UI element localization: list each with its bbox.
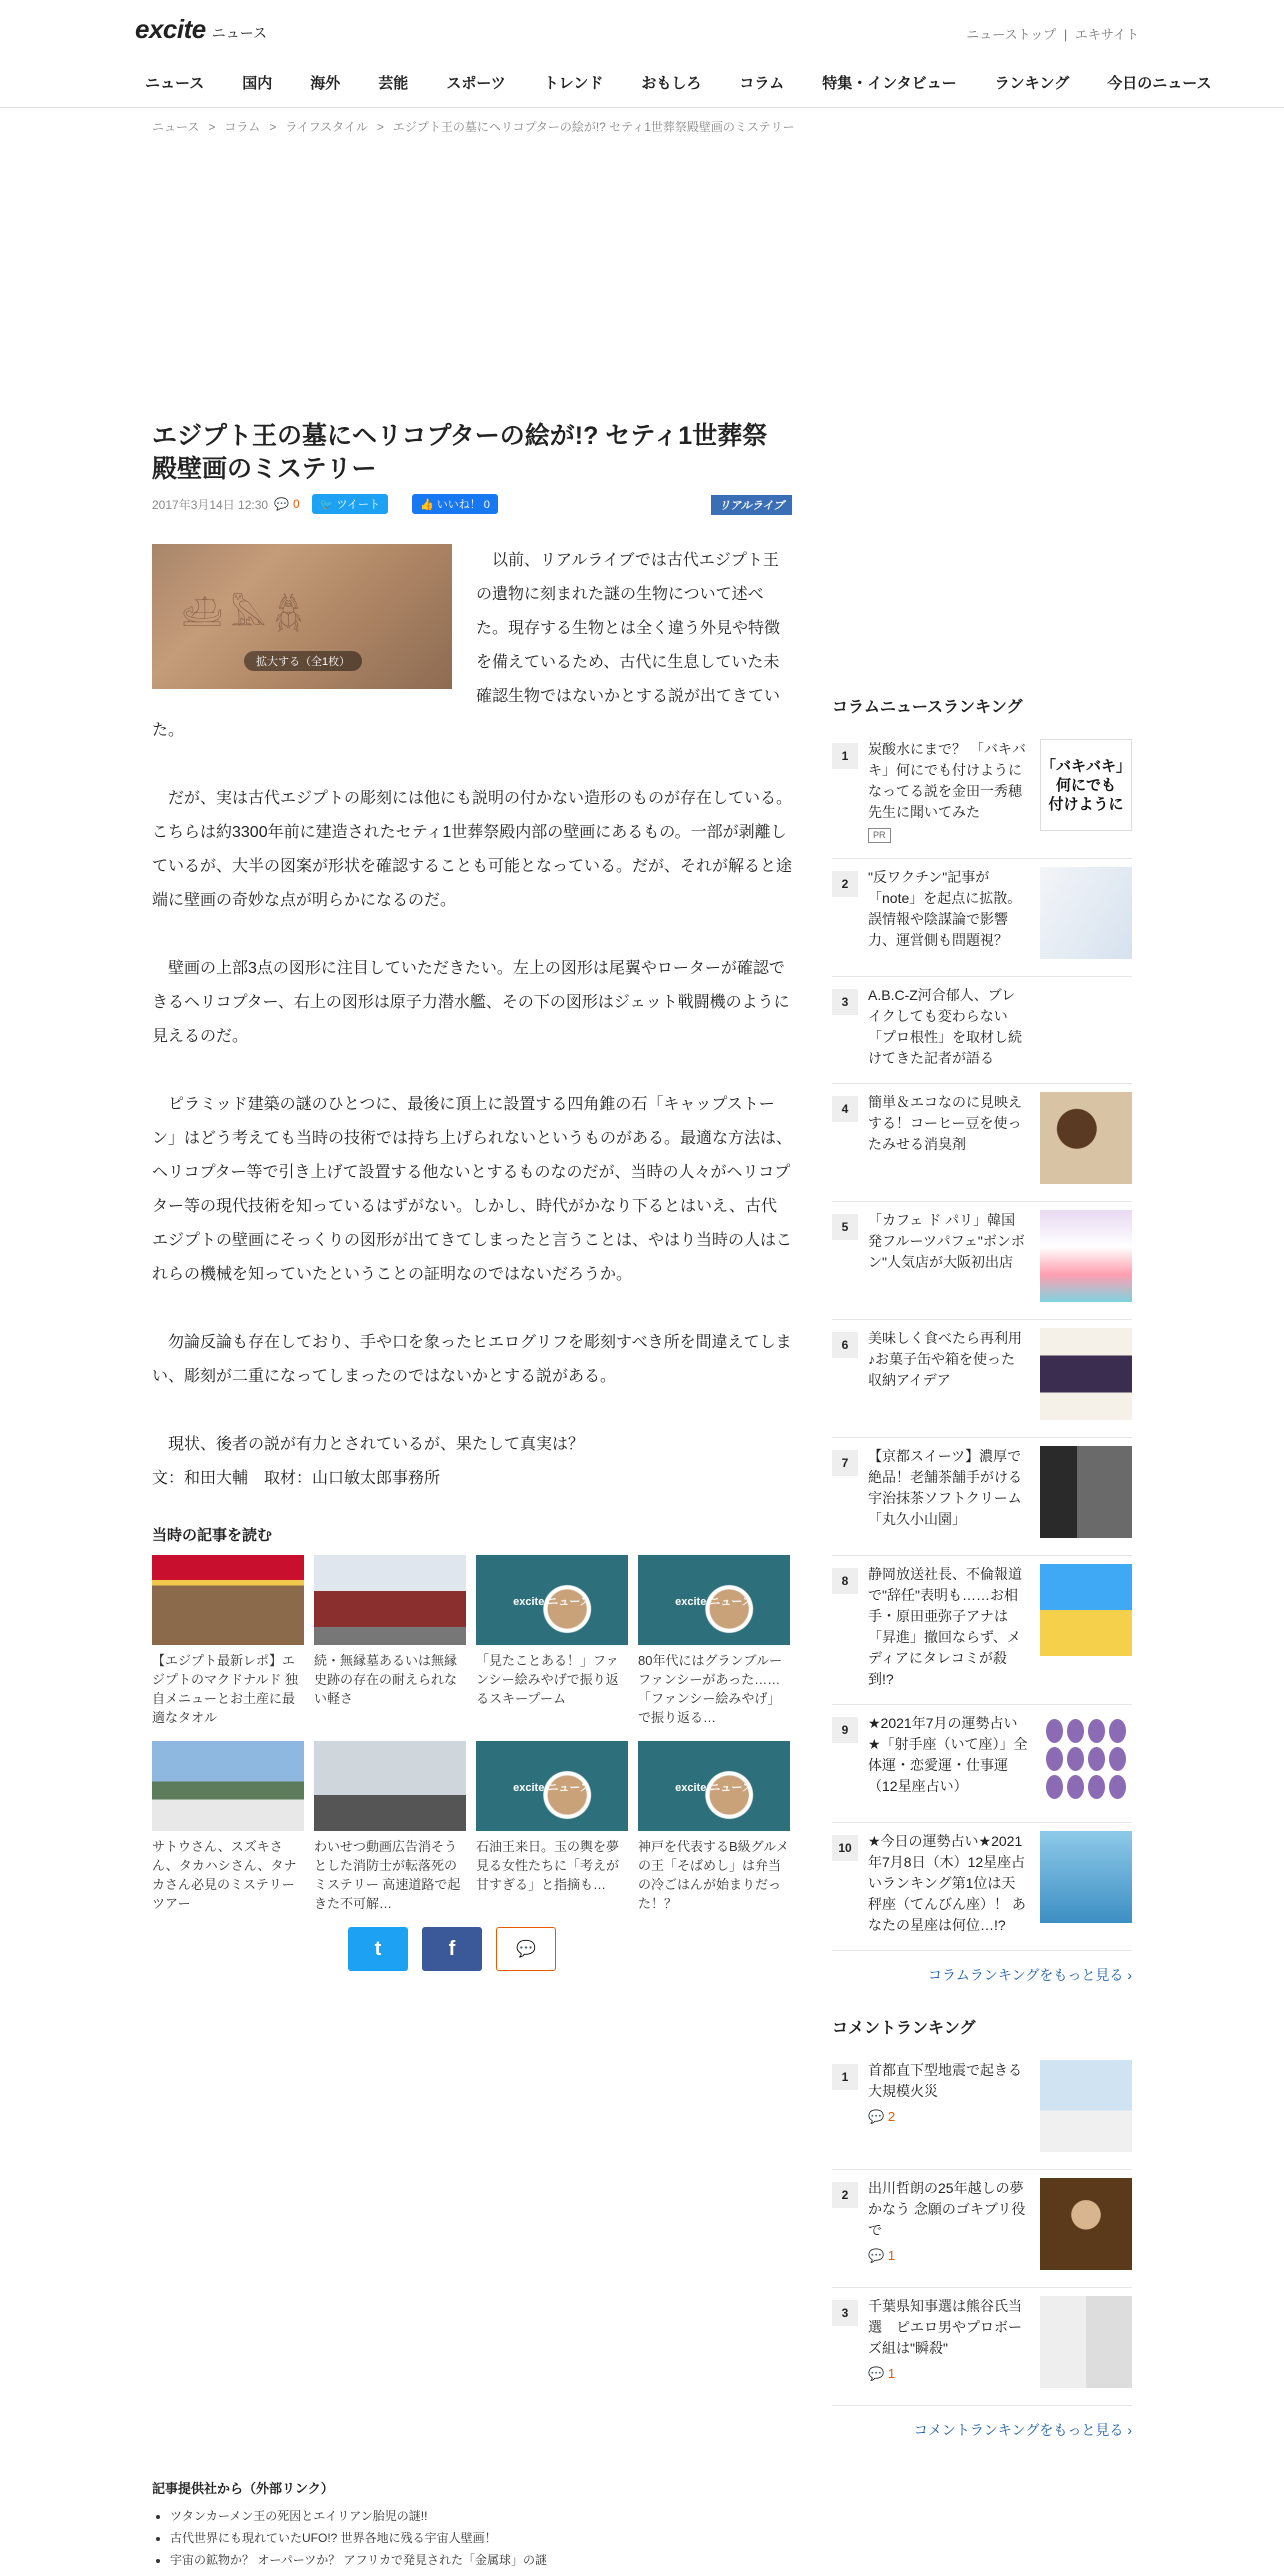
- rank-number: 2: [832, 871, 858, 897]
- related-article-caption[interactable]: 「見たことある！」ファンシー絵みやげで振り返るスキープーム: [476, 1653, 619, 1706]
- comment-icon[interactable]: 💬: [274, 497, 290, 511]
- column-ranking-list: [832, 731, 1132, 1951]
- facebook-like-button[interactable]: [412, 494, 498, 514]
- related-article-caption[interactable]: 80年代にはグランブルーファンシーがあった……「ファンシー絵みやげ」で振り返る…: [638, 1653, 782, 1725]
- related-article[interactable]: [638, 1741, 790, 1913]
- related-article[interactable]: [638, 1555, 790, 1727]
- ranking-thumbnail[interactable]: [1040, 2296, 1132, 2388]
- article-paragraph: 現状、後者の説が有力とされているが、果たして真実は？: [168, 1436, 585, 1453]
- ranking-thumbnail[interactable]: [1040, 1210, 1132, 1302]
- rank-number: 5: [832, 1214, 858, 1240]
- article-credit: 文：和田大輔 取材：山口敏太郎事務所: [152, 1470, 441, 1487]
- ranking-thumbnail[interactable]: [1040, 2178, 1132, 2270]
- site-header: [0, 0, 1284, 108]
- breadcrumb-news[interactable]: ニュース: [152, 120, 200, 134]
- column-ranking-item[interactable]: [832, 859, 1132, 977]
- column-ranking-item[interactable]: [832, 1705, 1132, 1823]
- related-article[interactable]: [314, 1741, 466, 1913]
- ranking-thumbnail[interactable]: [1040, 2060, 1132, 2152]
- column-ranking-item[interactable]: [832, 731, 1132, 859]
- ranking-headline[interactable]: 静岡放送社長、不倫報道で"辞任"表明も……お相手・原田亜弥子アナは「昇進」撤回ならず、メディアにタレコミが殺到!?: [868, 1566, 1022, 1687]
- breadcrumb-lifestyle[interactable]: ライフスタイル: [285, 120, 368, 134]
- ranking-headline[interactable]: 千葉県知事選は熊谷氏当選 ピエロ男やプロボーズ組は"瞬殺": [868, 2298, 1022, 2356]
- related-article-thumbnail[interactable]: excite ニュース: [638, 1741, 790, 1831]
- related-article-thumbnail[interactable]: excite ニュース: [476, 1741, 628, 1831]
- nav-world[interactable]: 海外: [310, 75, 341, 92]
- related-article[interactable]: [476, 1555, 628, 1727]
- nav-domestic[interactable]: 国内: [242, 75, 273, 92]
- more-link-label: コメントランキングをもっと見る: [913, 2422, 1124, 2438]
- column-ranking-item[interactable]: [832, 1556, 1132, 1705]
- article-title: エジプト王の墓にヘリコプターの絵が!? セティ1世葬祭殿壁画のミステリー: [152, 422, 768, 483]
- nav-news[interactable]: ニュース: [145, 75, 205, 92]
- breadcrumb-current: エジプト王の墓にヘリコプターの絵が!? セティ1世葬祭殿壁画のミステリー: [392, 120, 795, 134]
- related-articles-grid: [152, 1555, 792, 1913]
- external-links: [152, 2478, 792, 2571]
- column-ranking-item[interactable]: [832, 1438, 1132, 1556]
- thumbs-up-icon: 👍: [419, 499, 437, 511]
- rank-number: 7: [832, 1450, 858, 1476]
- excite-top-link[interactable]: エキサイト: [1074, 27, 1139, 42]
- related-article-caption[interactable]: 神戸を代表するB級グルメの王「そばめし」は弁当の冷ごはんが始まりだった！？: [638, 1839, 789, 1911]
- rank-number: 2: [832, 2182, 858, 2208]
- breadcrumb-column[interactable]: コラム: [224, 120, 261, 134]
- related-article[interactable]: [314, 1555, 466, 1727]
- util-separator: |: [1063, 27, 1068, 42]
- ranking-thumbnail[interactable]: [1040, 1713, 1132, 1805]
- ranking-thumbnail[interactable]: 「バキバキ」 何にでも 付けように: [1040, 739, 1132, 831]
- column-ranking-more-link[interactable]: [832, 1965, 1132, 1985]
- nav-today[interactable]: 今日のニュース: [1107, 75, 1212, 92]
- external-link[interactable]: • ツタンカーメン王の死因とエイリアン胎児の謎!!: [170, 2505, 792, 2527]
- excite-logo[interactable]: [135, 14, 267, 45]
- rank-number: 9: [832, 1717, 858, 1743]
- related-article-caption[interactable]: 続・無縁墓あるいは無縁史跡の存在の耐えられない軽さ: [314, 1653, 458, 1706]
- related-article-caption[interactable]: わいせつ動画広告消そうとした消防士が転落死のミステリー 高速道路で起きた不可解…: [314, 1839, 461, 1911]
- rank-number: 6: [832, 1332, 858, 1358]
- article-date: 2017年3月14日 12:30: [152, 497, 269, 512]
- twitter-bird-icon: 🐦: [319, 499, 337, 511]
- ranking-headline[interactable]: 美味しく食べたら再利用♪お菓子缶や箱を使った収納アイデア: [868, 1330, 1022, 1388]
- related-articles-title: 当時の記事を読む: [152, 1527, 273, 1544]
- column-ranking-item[interactable]: [832, 1202, 1132, 1320]
- nav-feature[interactable]: 特集・インタビュー: [822, 75, 957, 92]
- more-link-label: コラムランキングをもっと見る: [927, 1967, 1124, 1983]
- rank-number: 1: [832, 2064, 858, 2090]
- breadcrumb-sep: >: [376, 120, 384, 134]
- breadcrumb-sep: >: [208, 120, 216, 134]
- related-article-thumbnail[interactable]: [314, 1555, 466, 1645]
- external-link[interactable]: • 宇宙の鉱物か？ オーパーツか？ アフリカで発見された「金属球」の謎: [170, 2549, 792, 2571]
- share-buttons: [112, 1927, 792, 1971]
- ranking-headline[interactable]: ★今日の運勢占い★2021年7月8日（木）12星座占いランキング第1位は天秤座（てんびん座）！ あなたの星座は何位…!?: [868, 1833, 1026, 1933]
- breadcrumb-sep: >: [269, 120, 277, 134]
- related-article[interactable]: [152, 1555, 304, 1727]
- comment-ranking-item[interactable]: [832, 2170, 1132, 2288]
- hieroglyph-relief-image: 𓊝𓅓𓆣: [182, 596, 311, 632]
- global-nav: [145, 72, 1249, 93]
- ranking-headline[interactable]: 【京都スイーツ】濃厚で絶品！老舗茶舗手がける宇治抹茶ソフトクリーム「丸久小山園」: [868, 1448, 1022, 1527]
- facebook-share-button[interactable]: [422, 1927, 482, 1971]
- comment-icon: 💬: [868, 2248, 888, 2263]
- sidebar: [832, 694, 1132, 2470]
- chevron-right-icon: ›: [1127, 1967, 1132, 1983]
- comment-ranking-list: [832, 2052, 1132, 2406]
- article-meta: [152, 494, 792, 514]
- ranking-thumbnail[interactable]: [1040, 1092, 1132, 1184]
- comment-button[interactable]: [496, 1927, 556, 1971]
- ranking-thumbnail[interactable]: [1040, 1446, 1132, 1538]
- rank-number: 10: [832, 1835, 858, 1861]
- facebook-icon: f: [448, 1937, 456, 1960]
- column-ranking-title: コラムニュースランキング: [832, 699, 1023, 716]
- article-paragraph: 勿論反論も存在しており、手や口を象ったヒエログリフを彫刻すべき所を間違えてしまい、彫刻が二重になってしまったのではないかとする説がある。: [152, 1334, 792, 1385]
- pr-badge: PR: [868, 828, 891, 843]
- ranking-thumbnail[interactable]: [1040, 1328, 1132, 1420]
- comment-count: 1: [887, 2248, 896, 2263]
- comment-count[interactable]: 0: [293, 497, 300, 511]
- comment-icon: 💬: [868, 2109, 888, 2124]
- nav-trend[interactable]: トレンド: [543, 75, 604, 92]
- nav-funny[interactable]: おもしろ: [641, 75, 702, 92]
- nav-sports[interactable]: スポーツ: [446, 75, 506, 92]
- column-ranking-item[interactable]: [832, 1084, 1132, 1202]
- comment-ranking-more-link[interactable]: [832, 2420, 1132, 2440]
- related-article-thumbnail[interactable]: excite ニュース: [638, 1555, 790, 1645]
- column-ranking-item[interactable]: [832, 1823, 1132, 1951]
- article-main: [152, 420, 792, 1971]
- related-article-caption[interactable]: 石油王来日。玉の輿を夢見る女性たちに「考えが甘すぎる」と指摘も…: [476, 1839, 620, 1892]
- related-article-caption[interactable]: 【エジプト最新レポ】エジプトのマクドナルド 独自メニューとお土産に最適なタオル: [152, 1653, 298, 1725]
- article-paragraph: 以前、リアルライブでは古代エジプト王の遺物に刻まれた謎の生物について述べた。現存する生物とは全く違う外見や特徴を備えているため、古代に生息していた未確認生物ではないかとする説が出てきていた。: [152, 552, 781, 739]
- external-link[interactable]: • 古代世界にも現れていたUFO!? 世界各地に残る宇宙人壁画！: [170, 2527, 792, 2549]
- rank-number: 1: [832, 743, 858, 769]
- nav-ranking[interactable]: ランキング: [994, 75, 1070, 92]
- tweet-label: ツイート: [336, 499, 380, 511]
- ranking-headline[interactable]: 「カフェ ド パリ」韓国発フルーツパフェ"ボンボン"人気店が大阪初出店: [868, 1212, 1025, 1270]
- rank-number: 3: [832, 989, 858, 1015]
- tweet-button[interactable]: [312, 494, 388, 514]
- like-label: いいね！ 0: [436, 499, 490, 511]
- utility-links: [966, 24, 1139, 43]
- comment-ranking-item[interactable]: [832, 2288, 1132, 2406]
- ranking-headline[interactable]: 簡単＆エコなのに見映えする！コーヒー豆を使ったみせる消臭剤: [868, 1094, 1022, 1152]
- twitter-share-button[interactable]: [348, 1927, 408, 1971]
- logo-wordmark: excite: [135, 14, 206, 44]
- related-article-thumbnail[interactable]: excite ニュース: [476, 1555, 628, 1645]
- comment-count: 2: [887, 2109, 896, 2124]
- ranking-headline[interactable]: ★2021年7月の運勢占い★「射手座（いて座）」全体運・恋愛運・仕事運（12星座占い）: [868, 1715, 1028, 1794]
- enlarge-photo-label[interactable]: 拡大する（全1枚）: [244, 651, 362, 671]
- news-top-link[interactable]: ニューストップ: [966, 27, 1057, 42]
- breadcrumb: [152, 118, 795, 135]
- related-article-caption[interactable]: サトウさん、スズキさん、タカハシさん、タナカさん必見のミステリーツアー: [152, 1839, 297, 1911]
- provider-logo[interactable]: リアルライブ: [711, 495, 792, 515]
- ranking-headline[interactable]: "反ワクチン"記事が「note」を起点に拡散。誤情報や陰謀論で影響力、運営側も問題視？: [868, 869, 1022, 948]
- ranking-thumbnail[interactable]: [1040, 1564, 1132, 1656]
- ranking-headline[interactable]: 炭酸水にまで？ 「バキバキ」何にでも付けようになってる説を金田一秀穂先生に聞いてみた: [868, 741, 1026, 820]
- related-article[interactable]: [152, 1741, 304, 1913]
- column-ranking-item[interactable]: [832, 977, 1132, 1084]
- comment-icon: 💬: [868, 2366, 888, 2381]
- ranking-headline[interactable]: 首都直下型地震で起きる大規模火災: [868, 2062, 1022, 2099]
- article-paragraph: ピラミッド建築の謎のひとつに、最後に頂上に設置する四角錐の石「キャップストーン」はどう考えても当時の技術では持ち上げられないというものがある。最適な方法は、ヘリコプター等で引き上げて設置する他ないとするものなのだが、当時の人々がヘリコプター等の現代技術を知っているはずがない。しかし、時代がかなり下るとはいえ、古代エジプトの壁画にそっくりの図形が出てきてしまったと言うことは、やはり当時の人はこれらの機械を知っていたということの証明なのではないだろうか。: [152, 1096, 793, 1283]
- ranking-headline[interactable]: A.B.C-Z河合郁人、ブレイクしても変わらない「プロ根性」を取材し続けてきた記者が語る: [868, 987, 1022, 1066]
- ranking-thumbnail[interactable]: [1040, 867, 1132, 959]
- comment-ranking-title: コメントランキング: [832, 2020, 976, 2037]
- article-paragraph: だが、実は古代エジプトの彫刻には他にも説明の付かない造形のものが存在している。こちらは約3300年前に建造されたセティ1世葬祭殿内部の壁画にあるもの。一部が剥離しているが、大半の図案が形状を確認することも可能となっている。だが、それが解ると途端に壁画の奇妙な点が明らかになるのだ。: [152, 790, 793, 909]
- related-article-thumbnail[interactable]: [314, 1741, 466, 1831]
- ranking-thumbnail[interactable]: [1040, 1831, 1132, 1923]
- column-ranking-item[interactable]: [832, 1320, 1132, 1438]
- comment-icon: 💬: [516, 1941, 536, 1958]
- rank-number: 8: [832, 1568, 858, 1594]
- article-paragraph: 壁画の上部3点の図形に注目していただきたい。左上の図形は尾翼やローターが確認できるヘリコプター、右上の図形は原子力潜水艦、その下の図形はジェット戦闘機のように見えるのだ。: [152, 960, 790, 1045]
- ranking-headline[interactable]: 出川哲朗の25年越しの夢かなう 念願のゴキブリ役で: [868, 2180, 1026, 2238]
- related-article[interactable]: [476, 1741, 628, 1913]
- rank-number: 4: [832, 1096, 858, 1122]
- chevron-right-icon: ›: [1127, 2422, 1132, 2438]
- related-article-thumbnail[interactable]: [152, 1741, 304, 1831]
- logo-subtitle: ニュース: [211, 25, 268, 41]
- nav-entertainment[interactable]: 芸能: [378, 75, 409, 92]
- comment-ranking-item[interactable]: [832, 2052, 1132, 2170]
- nav-column[interactable]: コラム: [739, 75, 785, 92]
- article-photo[interactable]: [152, 544, 452, 689]
- twitter-icon: t: [374, 1937, 382, 1960]
- related-article-thumbnail[interactable]: [152, 1555, 304, 1645]
- rank-number: 3: [832, 2300, 858, 2326]
- article-body: [152, 544, 792, 1496]
- external-links-title: 記事提供社から（外部リンク）: [152, 2481, 334, 2496]
- comment-count: 1: [887, 2366, 896, 2381]
